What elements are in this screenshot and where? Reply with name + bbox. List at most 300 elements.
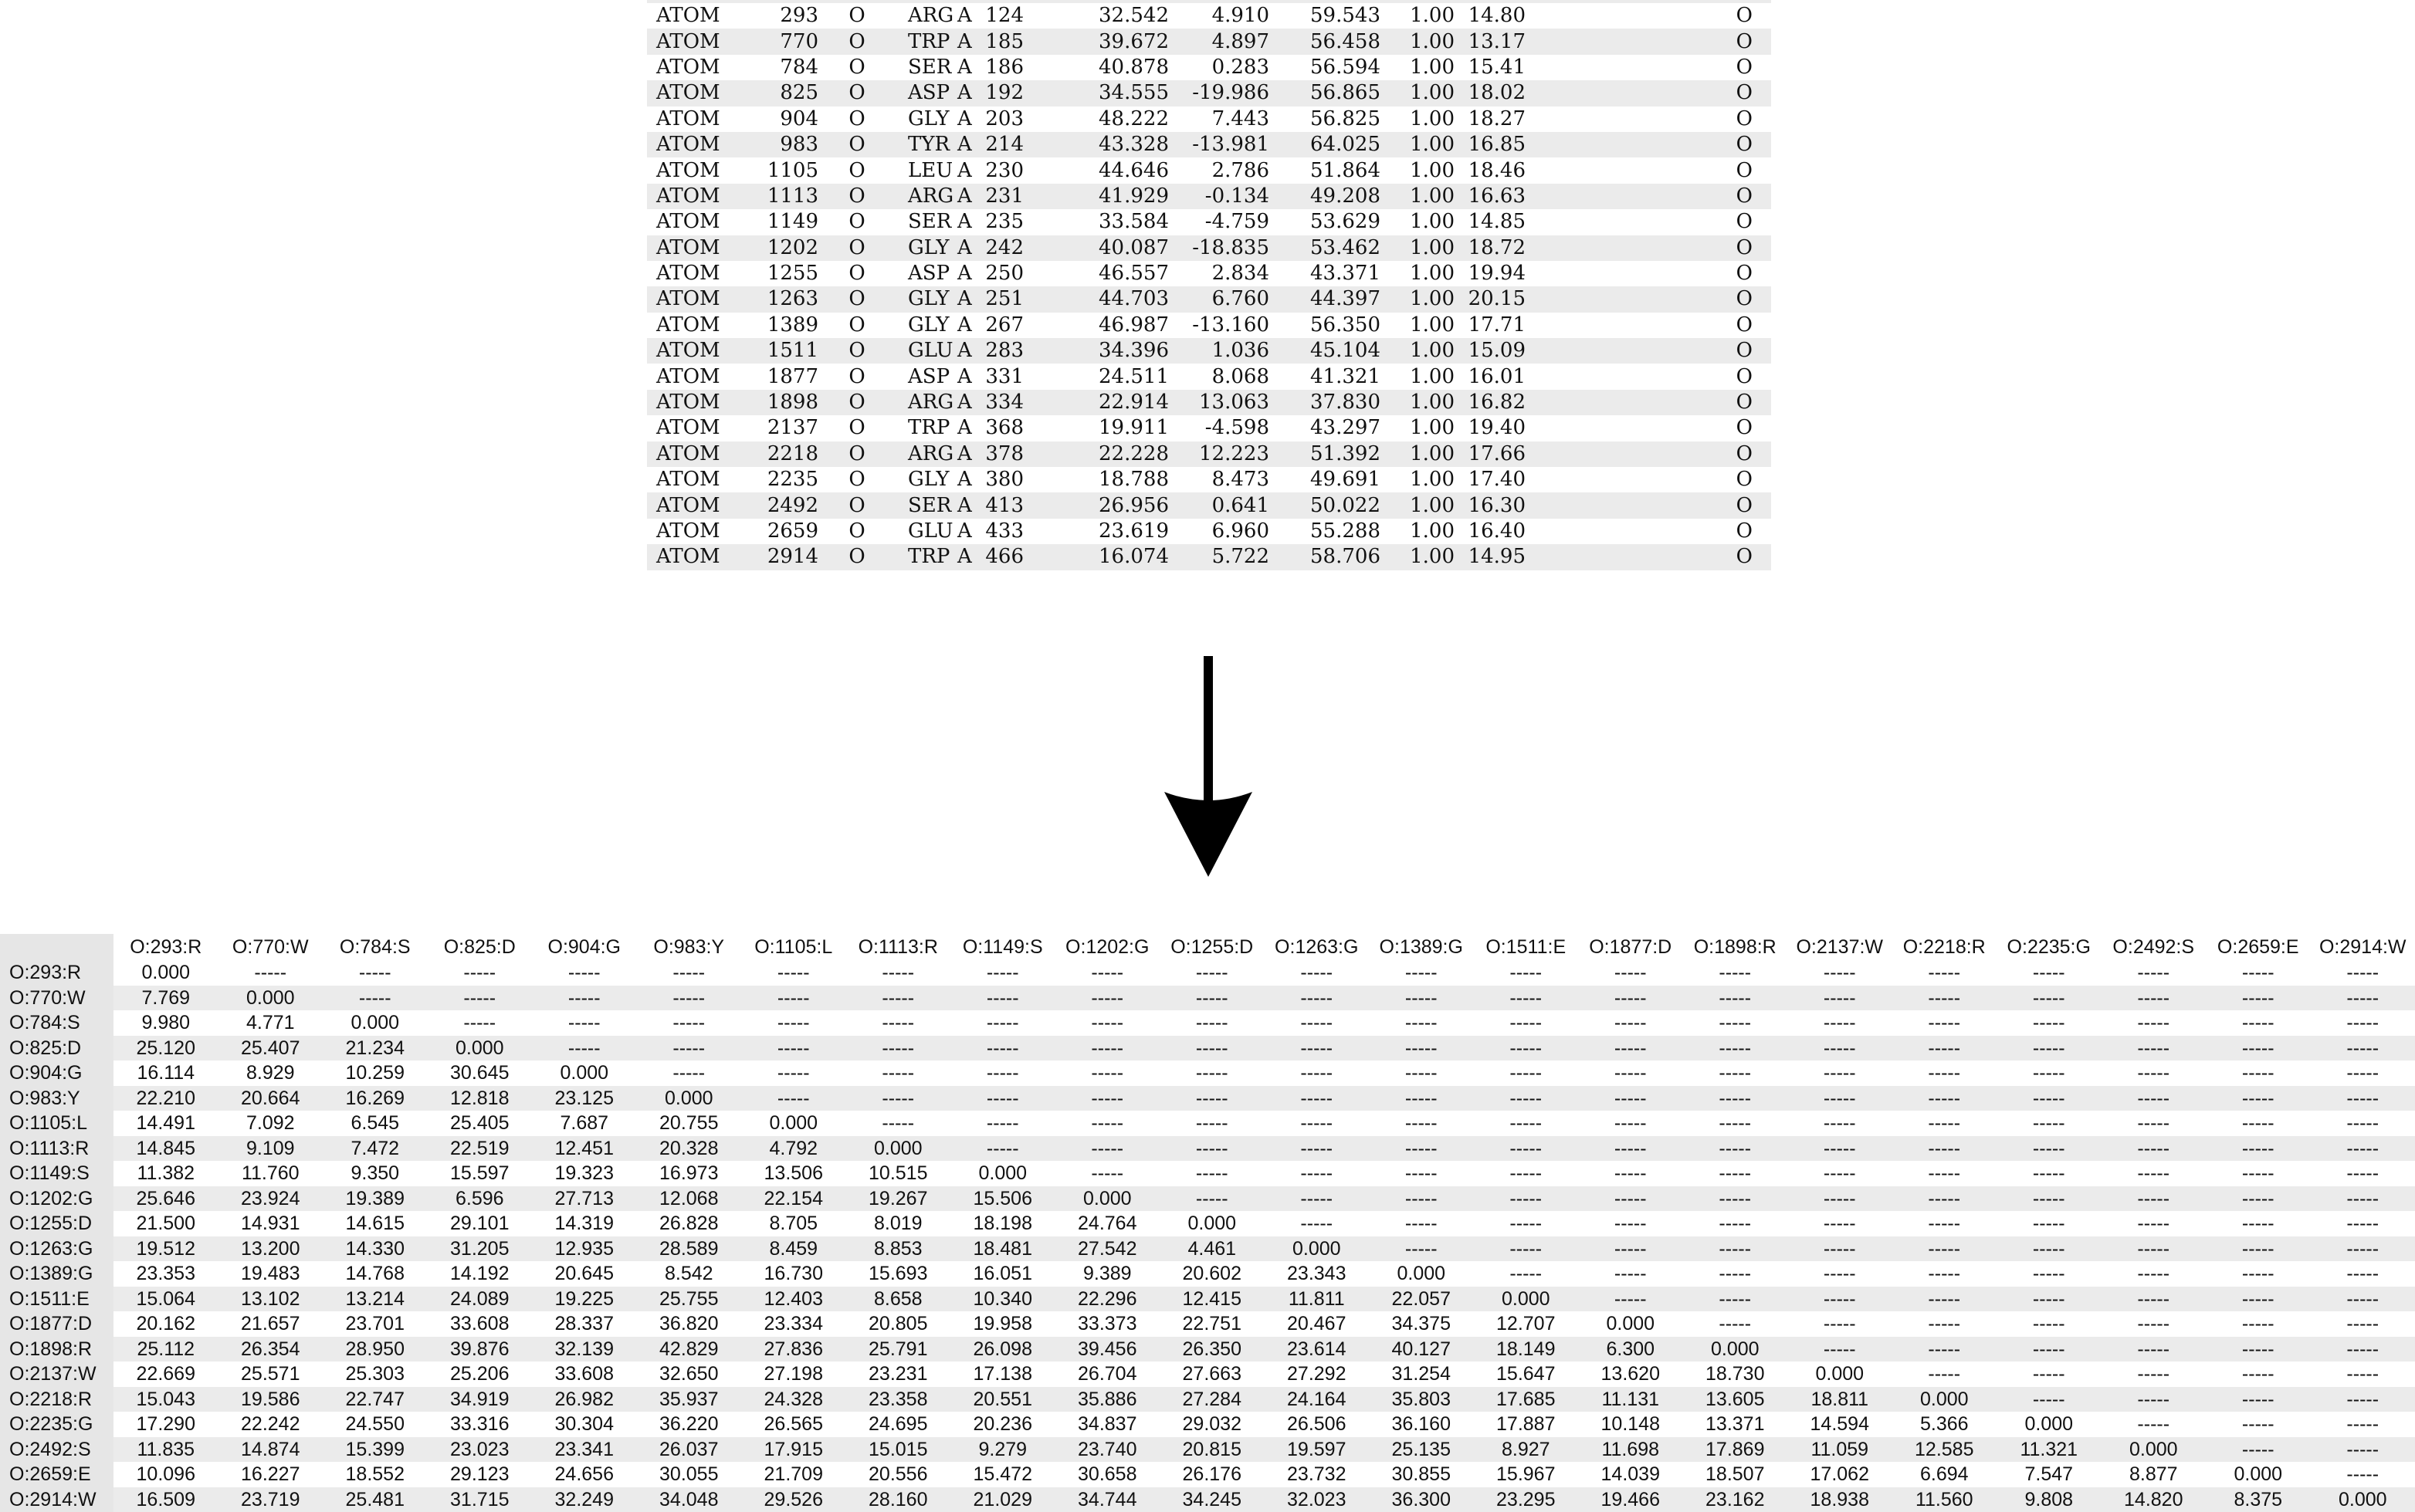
matrix-distance-cell: 19.586 [218,1387,323,1412]
pdb-occupancy: 1.00 [1380,235,1455,261]
matrix-distance-cell: 13.371 [1683,1412,1788,1437]
matrix-row [0,1010,2415,1036]
matrix-empty-cell: ----- [2102,1311,2207,1337]
matrix-empty-cell: ----- [1160,1136,1265,1162]
pdb-chain-id: A [957,107,977,132]
pdb-atom-row [647,313,1771,338]
matrix-empty-cell: ----- [1787,986,1892,1011]
matrix-empty-cell: ----- [1265,1161,1370,1186]
pdb-serial: 2492 [749,492,818,518]
matrix-distance-cell: 30.645 [428,1060,533,1086]
pdb-serial: 1202 [749,235,818,261]
matrix-empty-cell: ----- [1055,1010,1160,1036]
matrix-distance-cell: 31.715 [428,1487,533,1512]
matrix-distance-cell: 8.853 [846,1236,951,1262]
matrix-distance-cell: 23.343 [1265,1261,1370,1287]
matrix-distance-cell: 39.456 [1055,1337,1160,1362]
matrix-empty-cell: ----- [1892,1236,1997,1262]
pdb-occupancy: 1.00 [1380,184,1455,209]
pdb-chain-id: A [957,492,977,518]
matrix-empty-cell: ----- [2206,1387,2311,1412]
matrix-distance-cell: 7.547 [1997,1462,2102,1487]
matrix-empty-cell: ----- [1787,1211,1892,1236]
matrix-empty-cell: ----- [1578,986,1683,1011]
matrix-empty-cell: ----- [2206,1287,2311,1312]
matrix-empty-cell: ----- [1474,1060,1579,1086]
pdb-occupancy: 1.00 [1380,313,1455,338]
pdb-y-coord: 4.897 [1169,29,1269,54]
matrix-empty-cell: ----- [846,1010,951,1036]
pdb-b-factor: 16.63 [1455,184,1526,209]
matrix-empty-cell: ----- [2102,1412,2207,1437]
pdb-chain-id: A [957,235,977,261]
matrix-distance-cell: 18.198 [950,1211,1055,1236]
matrix-distance-cell: 27.836 [741,1337,846,1362]
pdb-x-coord: 24.511 [1024,364,1169,389]
matrix-row [0,1387,2415,1412]
matrix-column-header: O:1877:D [1578,934,1683,960]
matrix-empty-cell: ----- [1787,1086,1892,1111]
matrix-row-header: O:2218:R [0,1387,113,1412]
matrix-row-header: O:1263:G [0,1236,113,1262]
matrix-distance-cell: 28.337 [532,1311,637,1337]
matrix-empty-cell: ----- [2206,1136,2311,1162]
pdb-serial: 1389 [749,313,818,338]
pdb-residue-name: GLU [896,519,957,544]
pdb-y-coord: 12.223 [1169,441,1269,467]
pdb-b-factor: 17.40 [1455,467,1526,492]
matrix-empty-cell: ----- [1787,960,1892,986]
pdb-residue-name: ASP [896,364,957,389]
matrix-distance-cell: 18.552 [323,1462,428,1487]
matrix-distance-cell: 0.000 [532,1060,637,1086]
matrix-distance-cell: 24.695 [846,1412,951,1437]
pdb-residue-name: TYR [896,132,957,157]
matrix-empty-cell: ----- [2311,1211,2415,1236]
matrix-distance-cell: 21.709 [741,1462,846,1487]
pdb-y-coord: 13.063 [1169,390,1269,415]
matrix-distance-cell: 9.808 [1997,1487,2102,1512]
matrix-distance-cell: 25.206 [428,1361,533,1387]
matrix-distance-cell: 23.732 [1265,1462,1370,1487]
matrix-empty-cell: ----- [2311,1287,2415,1312]
pdb-b-factor: 15.09 [1455,338,1526,364]
matrix-distance-cell: 0.000 [846,1136,951,1162]
matrix-column-header: O:904:G [532,934,637,960]
pdb-residue-seq: 192 [977,80,1024,106]
pdb-serial: 2659 [749,519,818,544]
pdb-record: ATOM [647,157,749,183]
pdb-atom-row [647,184,1771,209]
matrix-distance-cell: 34.837 [1055,1412,1160,1437]
matrix-distance-cell: 22.057 [1369,1287,1474,1312]
pdb-x-coord: 43.328 [1024,132,1169,157]
pdb-x-coord: 32.542 [1024,3,1169,29]
pdb-serial: 904 [749,107,818,132]
pdb-occupancy: 1.00 [1380,286,1455,312]
pdb-residue-seq: 124 [977,3,1024,29]
matrix-empty-cell: ----- [1997,1086,2102,1111]
pdb-residue-seq: 283 [977,338,1024,364]
matrix-distance-cell: 11.811 [1265,1287,1370,1312]
pdb-x-coord: 16.074 [1024,544,1169,570]
matrix-distance-cell: 33.608 [428,1311,533,1337]
matrix-empty-cell: ----- [741,986,846,1011]
pdb-x-coord: 22.914 [1024,390,1169,415]
pdb-b-factor: 14.80 [1455,3,1526,29]
matrix-empty-cell: ----- [1997,1161,2102,1186]
pdb-residue-name: TRP [896,29,957,54]
pdb-element: O [1526,132,1771,157]
pdb-atom-name: O [818,235,896,261]
matrix-distance-cell: 22.747 [323,1387,428,1412]
matrix-empty-cell: ----- [846,960,951,986]
matrix-distance-cell: 6.545 [323,1111,428,1136]
pdb-chain-id: A [957,286,977,312]
matrix-empty-cell: ----- [950,1111,1055,1136]
matrix-distance-cell: 12.451 [532,1136,637,1162]
matrix-empty-cell: ----- [2206,1361,2311,1387]
pdb-element: O [1526,519,1771,544]
matrix-empty-cell: ----- [2102,1086,2207,1111]
matrix-empty-cell: ----- [2102,1186,2207,1212]
pdb-residue-seq: 331 [977,364,1024,389]
pdb-y-coord: 5.722 [1169,544,1269,570]
matrix-empty-cell: ----- [1683,1111,1788,1136]
pdb-b-factor: 18.72 [1455,235,1526,261]
matrix-empty-cell: ----- [846,1036,951,1061]
matrix-empty-cell: ----- [1160,1086,1265,1111]
pdb-residue-seq: 378 [977,441,1024,467]
matrix-distance-cell: 15.693 [846,1261,951,1287]
matrix-distance-cell: 0.000 [428,1036,533,1061]
matrix-empty-cell: ----- [2311,1236,2415,1262]
pdb-z-coord: 43.297 [1269,415,1380,441]
pdb-y-coord: 0.641 [1169,492,1269,518]
matrix-empty-cell: ----- [2311,1136,2415,1162]
pdb-y-coord: 1.036 [1169,338,1269,364]
matrix-empty-cell: ----- [2102,1136,2207,1162]
matrix-empty-cell: ----- [2102,1211,2207,1236]
matrix-empty-cell: ----- [2206,1412,2311,1437]
pdb-atom-row [647,286,1771,312]
matrix-distance-cell: 23.125 [532,1086,637,1111]
matrix-empty-cell: ----- [1997,1186,2102,1212]
pdb-serial: 1511 [749,338,818,364]
matrix-distance-cell: 32.650 [637,1361,742,1387]
matrix-empty-cell: ----- [1474,960,1579,986]
matrix-distance-cell: 20.328 [637,1136,742,1162]
pdb-serial: 1898 [749,390,818,415]
matrix-empty-cell: ----- [1369,1010,1474,1036]
matrix-distance-cell: 12.415 [1160,1287,1265,1312]
matrix-distance-cell: 6.300 [1578,1337,1683,1362]
matrix-distance-cell: 23.701 [323,1311,428,1337]
pdb-b-factor: 17.71 [1455,313,1526,338]
pdb-z-coord: 45.104 [1269,338,1380,364]
pdb-atom-row [647,544,1771,570]
matrix-distance-cell: 24.164 [1265,1387,1370,1412]
matrix-distance-cell: 16.227 [218,1462,323,1487]
pdb-y-coord: -19.986 [1169,80,1269,106]
matrix-empty-cell: ----- [1787,1136,1892,1162]
pdb-y-coord: -13.160 [1169,313,1269,338]
pdb-residue-name: GLU [896,338,957,364]
pdb-atom-row [647,492,1771,518]
pdb-occupancy: 1.00 [1380,390,1455,415]
pdb-chain-id: A [957,3,977,29]
matrix-distance-cell: 19.225 [532,1287,637,1312]
pdb-residue-name: ARG [896,441,957,467]
matrix-empty-cell: ----- [1683,1287,1788,1312]
matrix-distance-cell: 9.350 [323,1161,428,1186]
pdb-atom-row [647,467,1771,492]
matrix-distance-cell: 19.512 [113,1236,218,1262]
pdb-x-coord: 40.087 [1024,235,1169,261]
matrix-distance-cell: 12.068 [637,1186,742,1212]
matrix-column-header: O:2235:G [1997,934,2102,960]
pdb-residue-name: GLY [896,107,957,132]
matrix-empty-cell: ----- [532,1036,637,1061]
matrix-distance-cell: 15.472 [950,1462,1055,1487]
matrix-empty-cell: ----- [1892,1010,1997,1036]
matrix-empty-cell: ----- [2102,960,2207,986]
matrix-empty-cell: ----- [1892,1311,1997,1337]
matrix-empty-cell: ----- [1265,1036,1370,1061]
pdb-record: ATOM [647,29,749,54]
pdb-occupancy: 1.00 [1380,492,1455,518]
matrix-empty-cell: ----- [846,1111,951,1136]
distance-matrix-panel [0,934,2415,1509]
matrix-empty-cell: ----- [1892,1111,1997,1136]
matrix-distance-cell: 42.829 [637,1337,742,1362]
matrix-distance-cell: 7.687 [532,1111,637,1136]
matrix-empty-cell: ----- [2311,960,2415,986]
matrix-empty-cell: ----- [637,986,742,1011]
matrix-column-header: O:1105:L [741,934,846,960]
matrix-empty-cell: ----- [1683,1236,1788,1262]
matrix-distance-cell: 28.950 [323,1337,428,1362]
matrix-distance-cell: 5.366 [1892,1412,1997,1437]
matrix-empty-cell: ----- [1683,1211,1788,1236]
matrix-column-header: O:1149:S [950,934,1055,960]
matrix-row-header: O:1877:D [0,1311,113,1337]
matrix-distance-cell: 16.973 [637,1161,742,1186]
matrix-empty-cell: ----- [741,960,846,986]
matrix-distance-cell: 23.353 [113,1261,218,1287]
matrix-column-header: O:825:D [428,934,533,960]
matrix-distance-cell: 25.303 [323,1361,428,1387]
matrix-empty-cell: ----- [1055,1161,1160,1186]
matrix-empty-cell: ----- [1997,1337,2102,1362]
matrix-distance-cell: 26.176 [1160,1462,1265,1487]
pdb-residue-seq: 334 [977,390,1024,415]
matrix-distance-cell: 12.935 [532,1236,637,1262]
matrix-empty-cell: ----- [1892,1060,1997,1086]
matrix-empty-cell: ----- [1578,1261,1683,1287]
pdb-chain-id: A [957,184,977,209]
matrix-row [0,1136,2415,1162]
matrix-distance-cell: 23.334 [741,1311,846,1337]
matrix-empty-cell: ----- [1997,1261,2102,1287]
matrix-empty-cell: ----- [950,1086,1055,1111]
pdb-z-coord: 44.397 [1269,286,1380,312]
pdb-record: ATOM [647,209,749,235]
matrix-empty-cell: ----- [1578,1186,1683,1212]
pdb-element: O [1526,338,1771,364]
matrix-empty-cell: ----- [532,1010,637,1036]
matrix-column-header: O:2914:W [2311,934,2415,960]
matrix-empty-cell: ----- [1578,1010,1683,1036]
matrix-distance-cell: 27.284 [1160,1387,1265,1412]
matrix-distance-cell: 10.148 [1578,1412,1683,1437]
matrix-distance-cell: 0.000 [1892,1387,1997,1412]
matrix-column-header: O:1113:R [846,934,951,960]
pdb-occupancy: 1.00 [1380,519,1455,544]
pdb-y-coord: -13.981 [1169,132,1269,157]
matrix-distance-cell: 25.112 [113,1337,218,1362]
pdb-element: O [1526,544,1771,570]
pdb-element: O [1526,55,1771,80]
matrix-distance-cell: 19.389 [323,1186,428,1212]
matrix-distance-cell: 19.323 [532,1161,637,1186]
matrix-column-header: O:770:W [218,934,323,960]
pdb-record: ATOM [647,415,749,441]
matrix-row-header: O:1113:R [0,1136,113,1162]
pdb-residue-name: ARG [896,3,957,29]
matrix-distance-cell: 22.242 [218,1412,323,1437]
matrix-row-header: O:1105:L [0,1111,113,1136]
matrix-empty-cell: ----- [1369,1086,1474,1111]
pdb-occupancy: 1.00 [1380,338,1455,364]
pdb-atom-row [647,3,1771,29]
matrix-distance-cell: 29.032 [1160,1412,1265,1437]
matrix-empty-cell: ----- [1892,1211,1997,1236]
matrix-distance-cell: 4.792 [741,1136,846,1162]
matrix-empty-cell: ----- [1578,1086,1683,1111]
matrix-distance-cell: 11.560 [1892,1487,1997,1512]
matrix-empty-cell: ----- [1160,1036,1265,1061]
matrix-distance-cell: 18.149 [1474,1337,1579,1362]
matrix-distance-cell: 21.657 [218,1311,323,1337]
matrix-distance-cell: 22.154 [741,1186,846,1212]
matrix-distance-cell: 17.138 [950,1361,1055,1387]
matrix-distance-cell: 24.089 [428,1287,533,1312]
matrix-distance-cell: 9.980 [113,1010,218,1036]
matrix-distance-cell: 33.316 [428,1412,533,1437]
matrix-row-header: O:770:W [0,986,113,1011]
matrix-row-header: O:2914:W [0,1487,113,1512]
matrix-empty-cell: ----- [1892,1161,1997,1186]
pdb-chain-id: A [957,261,977,286]
matrix-empty-cell: ----- [2206,1186,2311,1212]
pdb-z-coord: 58.706 [1269,544,1380,570]
pdb-residue-name: GLY [896,235,957,261]
matrix-empty-cell: ----- [1265,1111,1370,1136]
matrix-empty-cell: ----- [2311,1337,2415,1362]
pdb-z-coord: 41.321 [1269,364,1380,389]
matrix-empty-cell: ----- [950,1136,1055,1162]
matrix-distance-cell: 23.023 [428,1437,533,1463]
pdb-z-coord: 51.392 [1269,441,1380,467]
pdb-y-coord: -18.835 [1169,235,1269,261]
matrix-distance-cell: 34.048 [637,1487,742,1512]
matrix-empty-cell: ----- [2206,1010,2311,1036]
matrix-empty-cell: ----- [2311,1036,2415,1061]
matrix-distance-cell: 23.341 [532,1437,637,1463]
matrix-distance-cell: 26.354 [218,1337,323,1362]
matrix-empty-cell: ----- [1787,1111,1892,1136]
pdb-x-coord: 18.788 [1024,467,1169,492]
matrix-distance-cell: 15.506 [950,1186,1055,1212]
matrix-empty-cell: ----- [950,1010,1055,1036]
matrix-row-header: O:1255:D [0,1211,113,1236]
matrix-distance-cell: 26.828 [637,1211,742,1236]
matrix-empty-cell: ----- [741,1010,846,1036]
pdb-residue-seq: 368 [977,415,1024,441]
matrix-distance-cell: 11.698 [1578,1437,1683,1463]
pdb-z-coord: 43.371 [1269,261,1380,286]
pdb-x-coord: 26.956 [1024,492,1169,518]
pdb-residue-seq: 185 [977,29,1024,54]
matrix-distance-cell: 39.876 [428,1337,533,1362]
matrix-distance-cell: 34.375 [1369,1311,1474,1337]
pdb-x-coord: 48.222 [1024,107,1169,132]
matrix-distance-cell: 0.000 [2311,1487,2415,1512]
pdb-z-coord: 53.462 [1269,235,1380,261]
matrix-distance-cell: 19.597 [1265,1437,1370,1463]
pdb-residue-name: SER [896,55,957,80]
matrix-distance-cell: 27.542 [1055,1236,1160,1262]
matrix-distance-cell: 13.200 [218,1236,323,1262]
pdb-b-factor: 19.94 [1455,261,1526,286]
pdb-atom-rows [647,3,1771,570]
matrix-distance-cell: 23.740 [1055,1437,1160,1463]
matrix-distance-cell: 0.000 [1578,1311,1683,1337]
pdb-residue-seq: 250 [977,261,1024,286]
matrix-empty-cell: ----- [1265,1010,1370,1036]
matrix-distance-cell: 25.791 [846,1337,951,1362]
matrix-empty-cell: ----- [1265,1211,1370,1236]
matrix-empty-cell: ----- [1683,1261,1788,1287]
matrix-empty-cell: ----- [2311,1261,2415,1287]
pdb-y-coord: 8.068 [1169,364,1269,389]
pdb-serial: 1149 [749,209,818,235]
matrix-empty-cell: ----- [1474,1086,1579,1111]
matrix-empty-cell: ----- [1578,1111,1683,1136]
matrix-distance-cell: 19.958 [950,1311,1055,1337]
matrix-distance-cell: 30.304 [532,1412,637,1437]
pdb-residue-seq: 230 [977,157,1024,183]
pdb-occupancy: 1.00 [1380,544,1455,570]
matrix-empty-cell: ----- [1787,1261,1892,1287]
matrix-distance-cell: 0.000 [950,1161,1055,1186]
pdb-chain-id: A [957,441,977,467]
matrix-empty-cell: ----- [1683,1161,1788,1186]
pdb-residue-seq: 433 [977,519,1024,544]
matrix-distance-cell: 20.664 [218,1086,323,1111]
matrix-distance-cell: 25.405 [428,1111,533,1136]
matrix-empty-cell: ----- [950,1060,1055,1086]
pdb-b-factor: 13.17 [1455,29,1526,54]
matrix-empty-cell: ----- [2311,1462,2415,1487]
matrix-empty-cell: ----- [2311,1387,2415,1412]
pdb-atom-row [647,157,1771,183]
pdb-atom-row [647,364,1771,389]
pdb-chain-id: A [957,313,977,338]
matrix-empty-cell: ----- [1160,960,1265,986]
pdb-serial: 2218 [749,441,818,467]
